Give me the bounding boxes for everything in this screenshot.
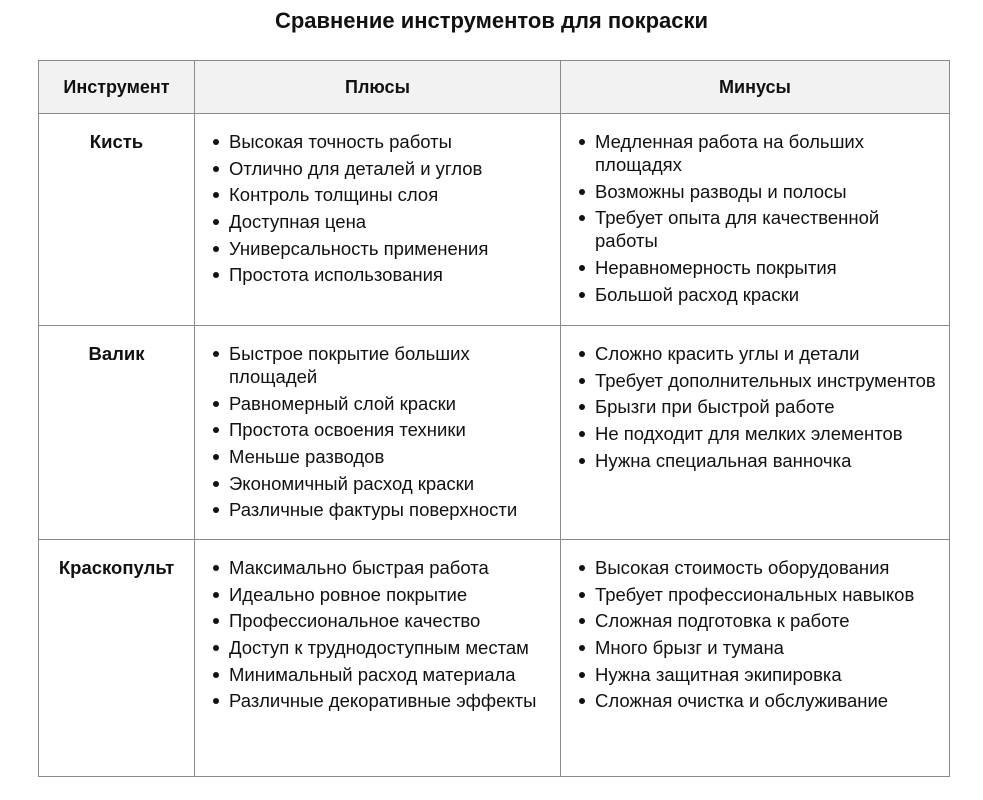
header-pros: Плюсы bbox=[195, 61, 561, 114]
list-item: Много брызг и тумана bbox=[595, 636, 939, 659]
list-item: Контроль толщины слоя bbox=[229, 183, 550, 206]
table-row bbox=[39, 114, 950, 326]
header-row bbox=[39, 61, 950, 114]
list-item: Сложная подготовка к работе bbox=[595, 609, 939, 632]
list-item: Максимально быстрая работа bbox=[229, 556, 550, 579]
pros-list bbox=[205, 556, 550, 712]
list-item: Сложная очистка и обслуживание bbox=[595, 689, 939, 712]
list-item: Брызги при быстрой работе bbox=[595, 395, 939, 418]
list-item: Высокая стоимость оборудования bbox=[595, 556, 939, 579]
list-item: Сложно красить углы и детали bbox=[595, 342, 939, 365]
tool-name: Краскопульт bbox=[39, 540, 195, 777]
cons-cell bbox=[561, 540, 950, 777]
header-cons: Минусы bbox=[561, 61, 950, 114]
list-item: Медленная работа на больших площадях bbox=[595, 130, 939, 176]
list-item: Простота использования bbox=[229, 263, 550, 286]
pros-cell bbox=[195, 540, 561, 777]
list-item: Доступная цена bbox=[229, 210, 550, 233]
tool-name: Кисть bbox=[39, 114, 195, 326]
pros-cell bbox=[195, 114, 561, 326]
cons-list bbox=[571, 130, 939, 306]
pros-cell bbox=[195, 326, 561, 540]
list-item: Доступ к труднодоступным местам bbox=[229, 636, 550, 659]
list-item: Отлично для деталей и углов bbox=[229, 157, 550, 180]
cons-list bbox=[571, 556, 939, 712]
list-item: Простота освоения техники bbox=[229, 418, 550, 441]
cons-cell bbox=[561, 326, 950, 540]
list-item: Нужна защитная экипировка bbox=[595, 663, 939, 686]
list-item: Равномерный слой краски bbox=[229, 392, 550, 415]
list-item: Неравномерность покрытия bbox=[595, 256, 939, 279]
cons-list bbox=[571, 342, 939, 472]
list-item: Минимальный расход материала bbox=[229, 663, 550, 686]
list-item: Возможны разводы и полосы bbox=[595, 180, 939, 203]
list-item: Универсальность применения bbox=[229, 237, 550, 260]
list-item: Высокая точность работы bbox=[229, 130, 550, 153]
tool-name: Валик bbox=[39, 326, 195, 540]
table-row bbox=[39, 326, 950, 540]
list-item: Идеально ровное покрытие bbox=[229, 583, 550, 606]
list-item: Требует опыта для качественной работы bbox=[595, 206, 939, 252]
list-item: Профессиональное качество bbox=[229, 609, 550, 632]
cons-cell bbox=[561, 114, 950, 326]
pros-list bbox=[205, 342, 550, 521]
list-item: Различные декоративные эффекты bbox=[229, 689, 550, 712]
comparison-table bbox=[38, 60, 950, 777]
list-item: Экономичный расход краски bbox=[229, 472, 550, 495]
header-tool: Инструмент bbox=[39, 61, 195, 114]
list-item: Не подходит для мелких элементов bbox=[595, 422, 939, 445]
pros-list bbox=[205, 130, 550, 286]
list-item: Большой расход краски bbox=[595, 283, 939, 306]
list-item: Различные фактуры поверхности bbox=[229, 498, 550, 521]
page-title: Сравнение инструментов для покраски bbox=[274, 8, 709, 33]
list-item: Быстрое покрытие больших площадей bbox=[229, 342, 550, 388]
table-row bbox=[39, 540, 950, 777]
list-item: Нужна специальная ванночка bbox=[595, 449, 939, 472]
list-item: Требует профессиональных навыков bbox=[595, 583, 939, 606]
list-item: Меньше разводов bbox=[229, 445, 550, 468]
list-item: Требует дополнительных инструментов bbox=[595, 369, 939, 392]
